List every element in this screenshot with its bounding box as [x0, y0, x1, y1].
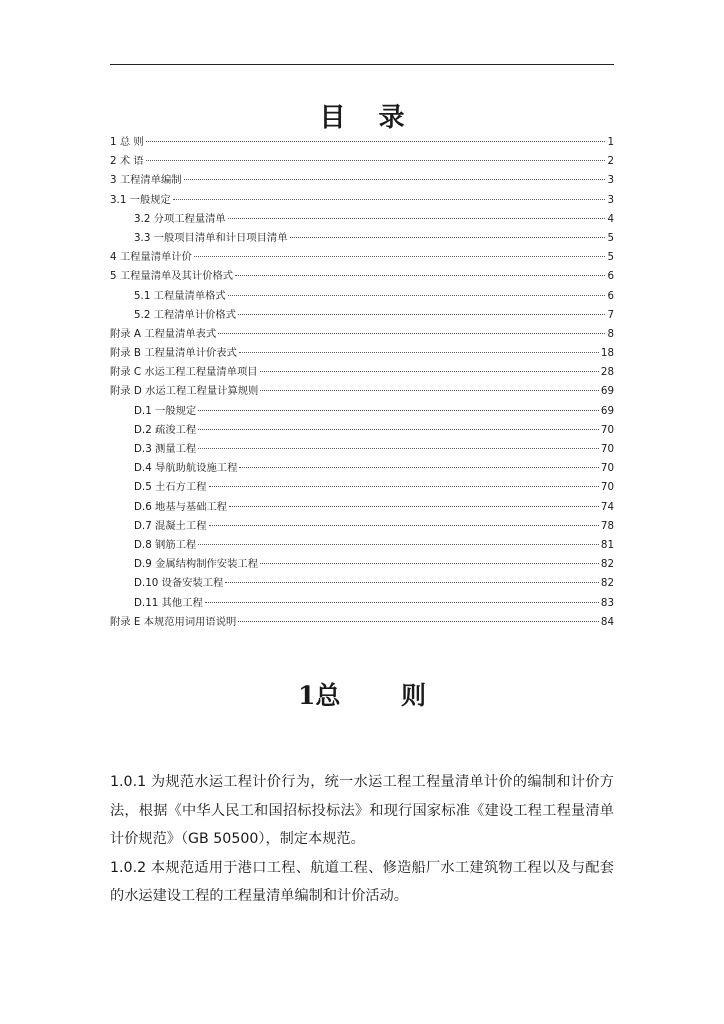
toc-entry[interactable]	[110, 210, 614, 229]
toc-title: 目 录	[319, 103, 417, 133]
toc-entry-page: 5	[607, 231, 614, 244]
toc-entry-label: 附录 E 本规范用词用语说明	[110, 615, 237, 628]
toc-entry[interactable]	[110, 344, 614, 363]
toc-entry-label: 附录 B 工程量清单计价表式	[110, 347, 237, 360]
toc-entry-page: 74	[600, 500, 614, 513]
toc-dot-leader	[209, 486, 599, 487]
toc-entry[interactable]	[110, 402, 614, 421]
toc-entry[interactable]	[110, 306, 614, 325]
toc-entry-page: 6	[607, 289, 614, 302]
toc-entry[interactable]	[110, 382, 614, 401]
toc-entry-page: 69	[600, 404, 614, 417]
toc-dot-leader	[184, 179, 606, 180]
table-of-contents	[110, 133, 614, 632]
toc-entry-label: D.11 其他工程	[134, 596, 203, 609]
toc-dot-leader	[229, 506, 599, 507]
toc-dot-leader	[205, 602, 599, 603]
chapter-title: 1总 则	[297, 681, 427, 710]
toc-entry[interactable]	[110, 191, 614, 210]
toc-entry-page: 2	[607, 155, 614, 168]
toc-entry-label: 5 工程量清单及其计价格式	[110, 270, 234, 283]
toc-entry-label: D.2 疏浚工程	[134, 423, 197, 436]
toc-dot-leader	[198, 448, 599, 449]
toc-entry-page: 78	[600, 519, 614, 532]
toc-entry-page: 5	[607, 251, 614, 264]
chapter-body	[110, 768, 614, 911]
toc-entry[interactable]	[110, 594, 614, 613]
toc-entry[interactable]	[110, 152, 614, 171]
toc-entry-page: 4	[607, 212, 614, 225]
toc-dot-leader	[194, 256, 606, 257]
toc-entry[interactable]	[110, 248, 614, 267]
toc-entry-label: D.1 一般规定	[134, 404, 197, 417]
toc-entry-page: 70	[600, 443, 614, 455]
toc-entry-page: 3	[607, 193, 614, 206]
toc-entry-label: D.7 混凝土工程	[134, 519, 207, 532]
toc-entry[interactable]	[110, 574, 614, 593]
toc-dot-leader	[260, 371, 599, 372]
toc-entry[interactable]	[110, 555, 614, 574]
toc-entry-label: 2 术 语	[110, 155, 144, 168]
toc-entry[interactable]	[110, 229, 614, 248]
toc-entry[interactable]	[110, 325, 614, 344]
paragraph-1-0-2: 1.0.2 本规范适用于港口工程、航道工程、修造船厂水工建筑物工程以及与配套的水运建设工程的工程量清单编制和计价活动。	[110, 859, 614, 905]
toc-entry-page: 69	[600, 385, 614, 398]
toc-entry[interactable]	[110, 536, 614, 555]
toc-dot-leader	[146, 141, 606, 142]
toc-entry-label: D.4 导航助航设施工程	[134, 462, 238, 475]
toc-entry[interactable]	[110, 133, 614, 152]
toc-entry[interactable]	[110, 478, 614, 497]
toc-entry[interactable]	[110, 267, 614, 286]
toc-entry[interactable]	[110, 363, 614, 382]
toc-entry-page: 18	[600, 347, 614, 360]
toc-entry-label: 附录 D 水运工程工程量计算规则	[110, 385, 259, 398]
toc-dot-leader	[218, 333, 605, 334]
toc-entry-page: 70	[600, 462, 614, 475]
toc-entry-label: 5.2 工程清单计价格式	[134, 308, 237, 321]
toc-entry-page: 83	[600, 596, 614, 609]
toc-entry[interactable]	[110, 498, 614, 517]
toc-dot-leader	[173, 199, 606, 200]
toc-dot-leader	[238, 621, 599, 622]
toc-entry[interactable]	[110, 421, 614, 440]
toc-entry-label: 1 总 则	[110, 136, 144, 148]
toc-dot-leader	[228, 295, 606, 296]
toc-entry[interactable]	[110, 459, 614, 478]
toc-dot-leader	[239, 467, 598, 468]
toc-entry-page: 81	[600, 538, 614, 551]
toc-dot-leader	[235, 275, 605, 276]
toc-dot-leader	[225, 582, 599, 583]
toc-dot-leader	[146, 160, 606, 161]
toc-entry-label: 5.1 工程量清单格式	[134, 289, 226, 302]
toc-entry-page: 28	[600, 366, 614, 379]
toc-dot-leader	[260, 390, 599, 391]
toc-entry-label: 3.2 分项工程量清单	[134, 212, 226, 225]
toc-dot-leader	[198, 544, 599, 545]
toc-entry-label: D.10 设备安装工程	[134, 577, 224, 590]
header-rule	[110, 64, 614, 65]
toc-entry[interactable]	[110, 440, 614, 459]
toc-dot-leader	[238, 314, 605, 315]
toc-entry-label: 附录 A 工程量清单表式	[110, 327, 217, 340]
toc-entry-label: D.9 金属结构制作安装工程	[134, 558, 258, 571]
toc-dot-leader	[239, 352, 599, 353]
toc-entry[interactable]	[110, 171, 614, 190]
toc-entry-label: 3.1 一般规定	[110, 193, 171, 206]
toc-entry-page: 3	[607, 174, 614, 187]
toc-entry[interactable]	[110, 517, 614, 536]
toc-entry-page: 6	[607, 270, 614, 283]
toc-dot-leader	[228, 218, 606, 219]
toc-dot-leader	[290, 237, 606, 238]
toc-entry-label: 3.3 一般项目清单和计日项目清单	[134, 231, 288, 244]
toc-entry-page: 82	[600, 558, 614, 571]
toc-entry[interactable]	[110, 613, 614, 632]
toc-entry-page: 70	[600, 481, 614, 494]
toc-entry-label: 附录 C 水运工程工程量清单项目	[110, 366, 258, 379]
toc-entry-page: 1	[607, 136, 614, 148]
toc-dot-leader	[260, 563, 599, 564]
toc-entry-page: 7	[607, 308, 614, 321]
toc-entry-label: 4 工程量清单计价	[110, 251, 192, 264]
toc-dot-leader	[198, 429, 599, 430]
toc-entry-label: D.6 地基与基础工程	[134, 500, 228, 513]
toc-entry-label: D.8 钢筋工程	[134, 538, 197, 551]
toc-dot-leader	[209, 525, 599, 526]
toc-entry-label: D.5 土石方工程	[134, 481, 207, 494]
toc-entry-label: D.3 测量工程	[134, 443, 197, 455]
toc-entry-page: 84	[600, 615, 614, 628]
toc-entry-page: 82	[600, 577, 614, 590]
toc-dot-leader	[198, 410, 599, 411]
toc-entry-page: 70	[600, 423, 614, 436]
paragraph-1-0-1: 1.0.1 为规范水运工程计价行为，统一水运工程工程量清单计价的编制和计价方法，根据《中华人民工和国招标投标法》和现行国家标准《建设工程工程量清单计价规范》（GB 50500），制定本规范。	[110, 774, 614, 848]
toc-entry[interactable]	[110, 287, 614, 306]
toc-entry-label: 3 工程清单编制	[110, 174, 182, 187]
toc-entry-page: 8	[607, 327, 614, 340]
